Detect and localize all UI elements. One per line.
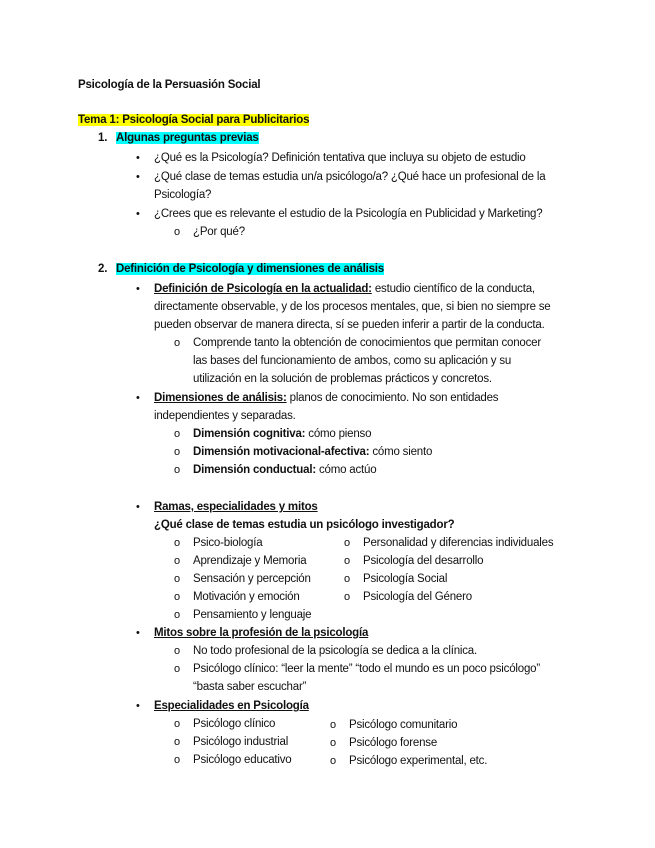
circle-bullet-icon: o [174,428,180,440]
section-2-number: 2. [98,263,108,275]
question-1: ¿Qué es la Psicología? Definición tentativa que incluya su objeto de estudio [154,152,526,164]
definition-sub-line-2: las bases del funcionamiento de ambos, como su aplicación y su [193,355,512,367]
especialidad-right-item: Psicólogo forense [349,737,438,749]
ramas-left-item: Aprendizaje y Memoria [193,555,307,567]
circle-bullet-icon: o [174,464,180,476]
circle-bullet-icon: o [174,645,180,657]
definition-sub-line-3: utilización en la solución de problemas prácticos y concretos. [193,373,492,385]
dimensions-text: planos de conocimiento. No son entidades [286,392,499,404]
dimension-label: Dimensión conductual: [193,464,316,476]
question-2-line-1: ¿Qué clase de temas estudia un/a psicólogo/a? ¿Qué hace un profesional de la [154,171,546,183]
tema-heading-text: Tema 1: Psicología Social para Publicitarios [78,114,310,126]
especialidades-label: Especialidades en Psicología [154,700,309,712]
bullet-icon: • [136,283,140,295]
dimension-item [193,461,376,479]
circle-bullet-icon: o [174,446,180,458]
bullet-icon: • [136,208,140,220]
ramas-left-item: Motivación y emoción [193,591,300,603]
circle-bullet-icon: o [330,737,336,749]
dimension-text: cómo siento [369,446,433,458]
ramas-right-item: Psicología del Género [363,591,472,603]
circle-bullet-icon: o [344,591,350,603]
especialidad-right-item: Psicólogo experimental, etc. [349,755,488,767]
circle-bullet-icon: o [174,591,180,603]
mitos-label: Mitos sobre la profesión de la psicología [154,627,369,639]
ramas-left-item: Psico-biología [193,537,263,549]
especialidad-left-item: Psicólogo educativo [193,754,292,766]
question-3: ¿Crees que es relevante el estudio de la Psicología en Publicidad y Marketing? [154,208,543,220]
circle-bullet-icon: o [344,537,350,549]
circle-bullet-icon: o [174,609,180,621]
especialidad-left-item: Psicólogo industrial [193,736,289,748]
ramas-label: Ramas, especialidades y mitos [154,501,318,513]
section-1-heading [116,129,259,147]
circle-bullet-icon: o [344,573,350,585]
circle-bullet-icon: o [330,719,336,731]
question-2-line-2: Psicología? [154,189,212,201]
definition-sub-line-1: Comprende tanto la obtención de conocimientos que permitan conocer [193,337,541,349]
especialidad-right-item: Psicólogo comunitario [349,719,458,731]
bullet-icon: • [136,501,140,513]
dimensions-label: Dimensiones de análisis: [154,392,287,404]
mitos-item-1: No todo profesional de la psicología se dedica a la clínica. [193,645,477,657]
mitos-item-2-line-2: “basta saber escuchar” [193,681,307,693]
definition-text: estudio científico de la conducta, [371,283,535,295]
circle-bullet-icon: o [174,537,180,549]
dimensions-line-2: independientes y separadas. [154,410,296,422]
ramas-left-item: Pensamiento y lenguaje [193,609,312,621]
circle-bullet-icon: o [174,555,180,567]
dimensions-line-1 [154,389,498,407]
ramas-right-item: Psicología del desarrollo [363,555,484,567]
ramas-right-item: Psicología Social [363,573,448,585]
definition-line-3: pueden observar de manera directa, sí se pueden inferir a partir de la conducta. [154,319,545,331]
circle-bullet-icon: o [174,337,180,349]
bullet-icon: • [136,152,140,164]
circle-bullet-icon: o [174,718,180,730]
dimension-label: Dimensión cognitiva: [193,428,306,440]
tema-heading [78,111,309,129]
section-1-title: Algunas preguntas previas [116,132,259,144]
circle-bullet-icon: o [344,555,350,567]
definition-line-1 [154,280,535,298]
ramas-question: ¿Qué clase de temas estudia un psicólogo investigador? [154,519,455,531]
circle-bullet-icon: o [330,755,336,767]
ramas-left-item: Sensación y percepción [193,573,311,585]
section-2-title: Definición de Psicología y dimensiones de análisis [116,263,384,275]
bullet-icon: • [136,171,140,183]
especialidad-left-item: Psicólogo clínico [193,718,276,730]
definition-label: Definición de Psicología en la actualidad: [154,283,372,295]
circle-bullet-icon: o [174,754,180,766]
definition-line-2: directamente observable, y de los procesos mentales, que, si bien no siempre se [154,301,551,313]
bullet-icon: • [136,700,140,712]
circle-bullet-icon: o [174,736,180,748]
dimension-item [193,425,371,443]
dimension-label: Dimensión motivacional-afectiva: [193,446,370,458]
dimension-text: cómo pienso [305,428,372,440]
bullet-icon: • [136,392,140,404]
ramas-right-item: Personalidad y diferencias individuales [363,537,554,549]
section-2-heading [116,260,384,278]
circle-bullet-icon: o [174,663,180,675]
mitos-item-2-line-1: Psicólogo clínico: “leer la mente” “todo el mundo es un poco psicólogo” [193,663,540,675]
circle-bullet-icon: o [174,226,180,238]
dimension-item [193,443,432,461]
bullet-icon: • [136,627,140,639]
dimension-text: cómo actúo [315,464,377,476]
question-3-sub: ¿Por qué? [193,226,245,238]
doc-title: Psicología de la Persuasión Social [78,79,261,91]
circle-bullet-icon: o [174,573,180,585]
section-1-number: 1. [98,132,108,144]
